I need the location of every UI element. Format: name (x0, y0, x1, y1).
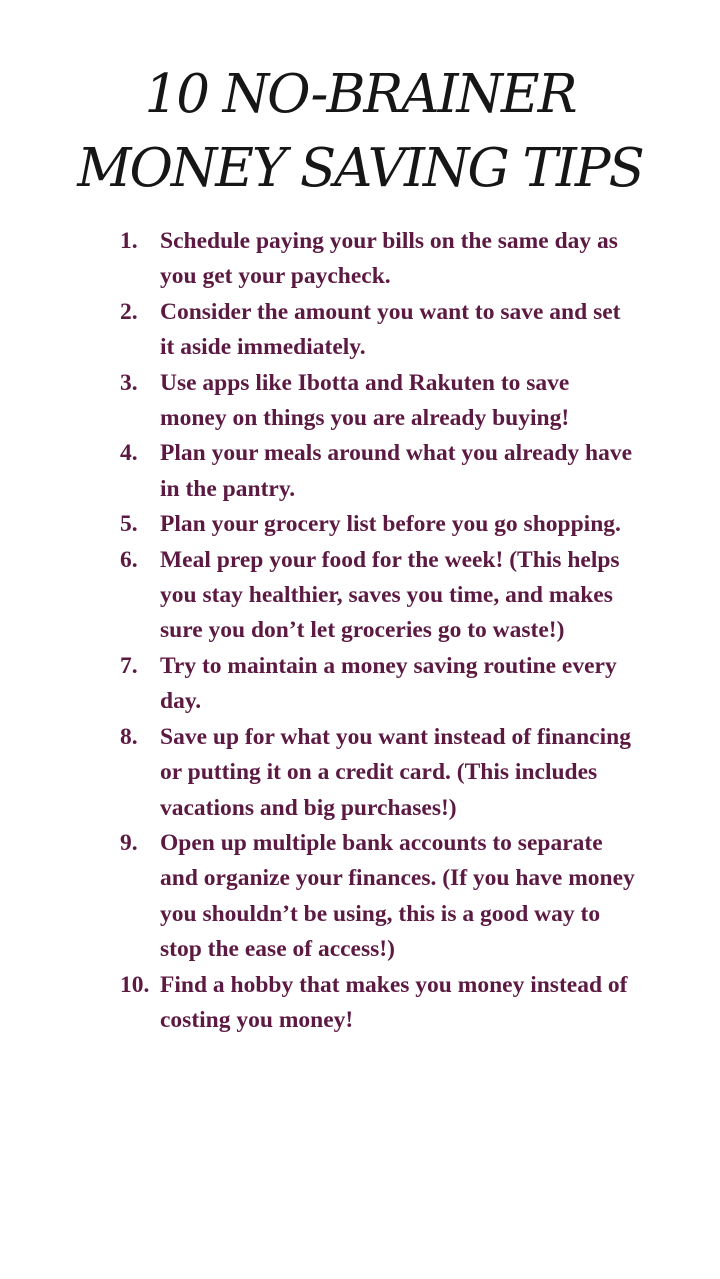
tip-text: Open up multiple bank accounts to separate and organize your finances. (If you have money you shouldn’t be using, this is a good way to stop the ease of access!) (160, 829, 635, 963)
tip-text: Plan your grocery list before you go shopping. (160, 511, 621, 538)
tip-text: Schedule paying your bills on the same day as you get your paycheck. (160, 228, 618, 290)
list-item (120, 224, 640, 295)
tip-number: 7. (120, 652, 138, 679)
title-line-2: MONEY SAVING TIPS (77, 138, 643, 199)
tip-number: 10. (120, 971, 150, 998)
page-title (0, 58, 720, 206)
tips-list (120, 224, 640, 1038)
tip-number: 6. (120, 546, 138, 573)
list-item (120, 968, 640, 1039)
list-item (120, 507, 640, 542)
list-item (120, 436, 640, 507)
tip-number: 5. (120, 511, 138, 538)
tip-number: 3. (120, 369, 138, 396)
list-item (120, 649, 640, 720)
tip-text: Consider the amount you want to save and set it aside immediately. (160, 298, 621, 361)
tip-number: 2. (120, 298, 138, 325)
tip-number: 1. (120, 228, 138, 254)
list-item (120, 295, 640, 366)
tip-text: Use apps like Ibotta and Rakuten to save money on things you are already buying! (160, 369, 570, 432)
tip-number: 8. (120, 723, 138, 750)
tip-number: 4. (120, 440, 138, 467)
tip-text: Try to maintain a money saving routine every day. (160, 652, 617, 715)
tip-text: Save up for what you want instead of financing or putting it on a credit card. (This includes vacations and big purchases!) (160, 723, 631, 821)
tip-text: Plan your meals around what you already have in the pantry. (160, 440, 633, 502)
list-item (120, 720, 640, 826)
list-item (120, 826, 640, 968)
tip-number: 9. (120, 829, 138, 856)
title-line-1: 10 NO-BRAINER (144, 64, 576, 125)
list-item (120, 366, 640, 437)
tip-text: Find a hobby that makes you money instead of costing you money! (160, 971, 628, 1033)
tip-text: Meal prep your food for the week! (This helps you stay healthier, saves you time, and makes sure you don’t let groceries go to waste!) (160, 546, 620, 644)
list-item (120, 543, 640, 649)
